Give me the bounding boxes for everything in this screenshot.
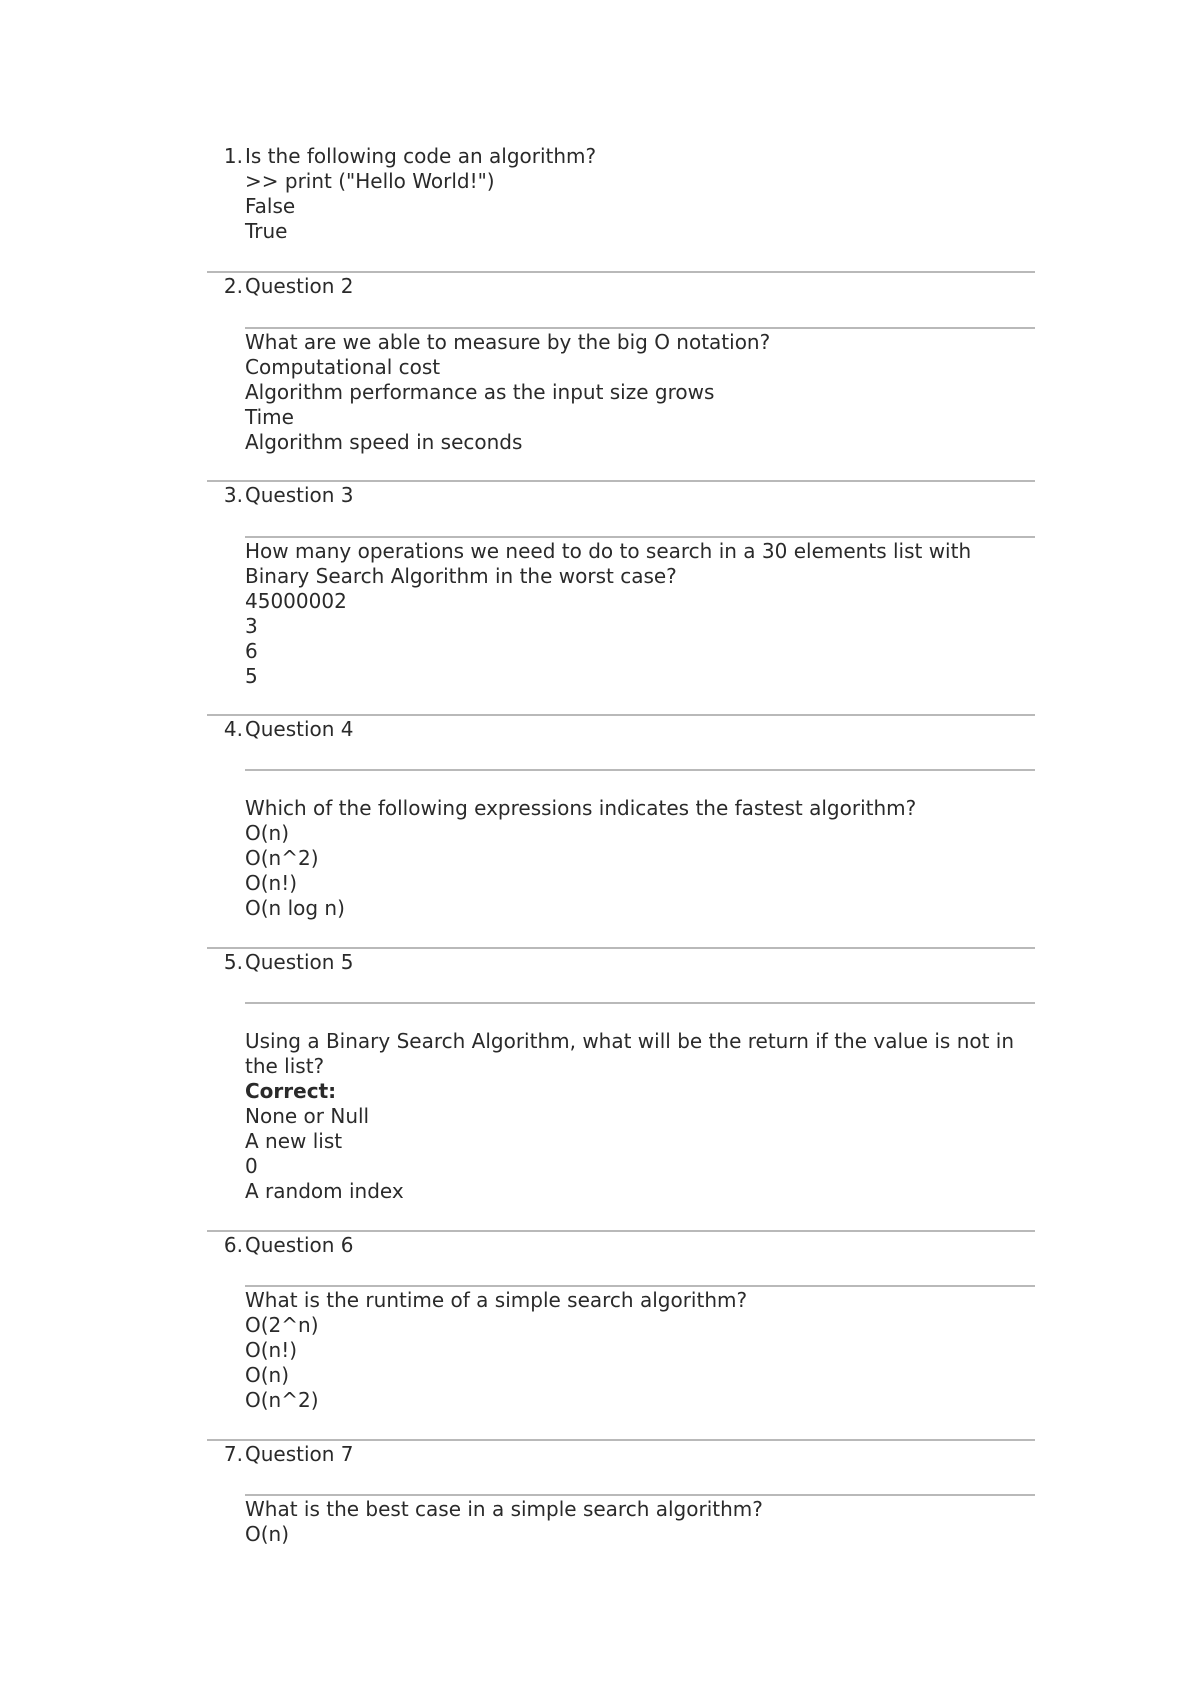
answer-option[interactable]: 45000002 bbox=[245, 589, 347, 613]
question-number: 3. bbox=[223, 483, 243, 507]
answer-option[interactable]: 0 bbox=[245, 1154, 258, 1178]
question-header: Question 6 bbox=[245, 1233, 354, 1257]
question-number: 4. bbox=[223, 717, 243, 741]
divider bbox=[245, 1002, 1035, 1004]
correct-label: Correct: bbox=[245, 1079, 337, 1103]
question-text: What is the runtime of a simple search algorithm? bbox=[245, 1288, 748, 1312]
answer-option[interactable]: None or Null bbox=[245, 1104, 370, 1128]
answer-option[interactable]: A new list bbox=[245, 1129, 343, 1153]
answer-option[interactable]: Algorithm performance as the input size grows bbox=[245, 380, 715, 404]
question-header: Question 5 bbox=[245, 950, 354, 974]
question-header: Question 7 bbox=[245, 1442, 354, 1466]
divider bbox=[207, 1230, 1035, 1232]
answer-option[interactable]: O(n^2) bbox=[245, 846, 319, 870]
answer-option[interactable]: O(n log n) bbox=[245, 896, 345, 920]
question-text: How many operations we need to do to search in a 30 elements list with Binary Search Algorithm in the worst case? bbox=[245, 539, 972, 588]
answer-option[interactable]: O(2^n) bbox=[245, 1313, 319, 1337]
answer-option[interactable]: 6 bbox=[245, 639, 258, 663]
question-header: Question 2 bbox=[245, 274, 354, 298]
answer-option[interactable]: O(n!) bbox=[245, 871, 298, 895]
answer-option[interactable]: 3 bbox=[245, 614, 258, 638]
answer-option[interactable]: O(n) bbox=[245, 1522, 290, 1546]
answer-option[interactable]: O(n) bbox=[245, 821, 290, 845]
divider bbox=[207, 714, 1035, 716]
question-header: Question 4 bbox=[245, 717, 354, 741]
answer-option[interactable]: True bbox=[245, 219, 288, 243]
answer-option[interactable]: O(n!) bbox=[245, 1338, 298, 1362]
answer-option[interactable]: Algorithm speed in seconds bbox=[245, 430, 523, 454]
question-header: Question 3 bbox=[245, 483, 354, 507]
answer-option[interactable]: O(n^2) bbox=[245, 1388, 319, 1412]
question-number: 5. bbox=[223, 950, 243, 974]
question-number: 1. bbox=[223, 144, 243, 168]
divider bbox=[245, 1285, 1035, 1287]
answer-option[interactable]: Time bbox=[245, 405, 294, 429]
question-number: 7. bbox=[223, 1442, 243, 1466]
question-text: Is the following code an algorithm? bbox=[245, 144, 597, 168]
question-text: What is the best case in a simple search algorithm? bbox=[245, 1497, 763, 1521]
divider bbox=[207, 947, 1035, 949]
answer-option[interactable]: O(n) bbox=[245, 1363, 290, 1387]
question-number: 6. bbox=[223, 1233, 243, 1257]
divider bbox=[245, 1494, 1035, 1496]
question-text: Which of the following expressions indicates the fastest algorithm? bbox=[245, 796, 917, 820]
answer-option[interactable]: A random index bbox=[245, 1179, 404, 1203]
question-text: What are we able to measure by the big O notation? bbox=[245, 330, 771, 354]
divider bbox=[245, 536, 1035, 538]
divider bbox=[245, 769, 1035, 771]
answer-option[interactable]: Computational cost bbox=[245, 355, 441, 379]
code-snippet: >> print ("Hello World!") bbox=[245, 169, 495, 193]
answer-option[interactable]: 5 bbox=[245, 664, 258, 688]
divider bbox=[207, 1439, 1035, 1441]
question-number: 2. bbox=[223, 274, 243, 298]
divider bbox=[245, 327, 1035, 329]
answer-option[interactable]: False bbox=[245, 194, 296, 218]
divider bbox=[207, 480, 1035, 482]
question-text: Using a Binary Search Algorithm, what will be the return if the value is not in the list? bbox=[245, 1029, 1015, 1078]
divider bbox=[207, 271, 1035, 273]
